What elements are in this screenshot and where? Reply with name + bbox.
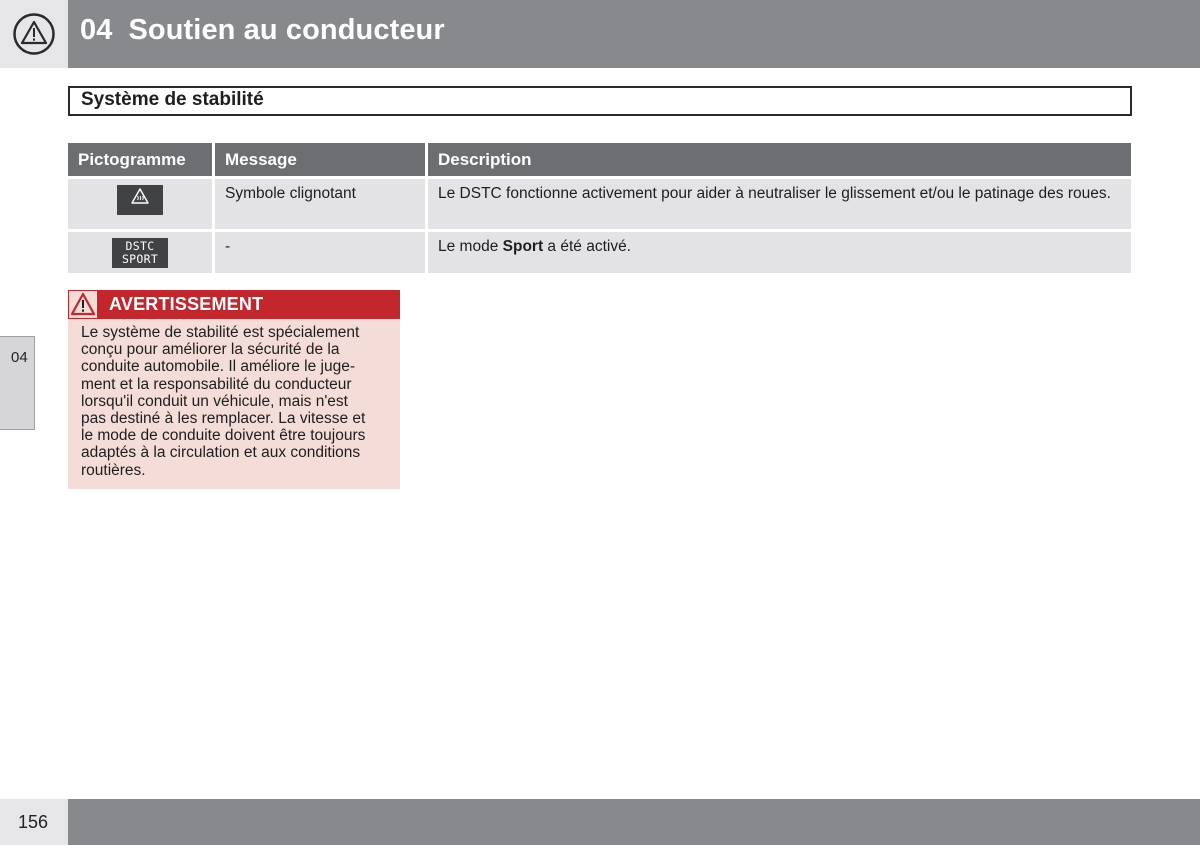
sport-mode-name: Sport [502, 238, 544, 255]
warning-triangle-icon [69, 291, 97, 318]
warning-line: ment et la responsabilité du conducteur [81, 375, 352, 393]
warning-body [68, 319, 400, 489]
message-cell: - [214, 231, 427, 274]
warning-line: pas destiné à les remplacer. La vitesse et [81, 410, 366, 428]
footer-bar [68, 799, 1200, 845]
section-title-box [68, 86, 1132, 116]
warning-title: AVERTISSEMENT [109, 294, 264, 314]
side-chapter-tab-label: 04 [11, 349, 28, 366]
message-cell: Symbole clignotant [214, 178, 427, 231]
warning-line: Le système de stabilité est spécialement [81, 324, 360, 341]
page-number: 156 [18, 812, 49, 832]
table-row [68, 178, 1131, 231]
pictogram-cell [68, 231, 214, 274]
description-text: a été activé. [543, 238, 631, 255]
section-title: Système de stabilité [81, 89, 264, 110]
warning-triangle-icon [13, 13, 55, 55]
column-header-message: Message [214, 143, 427, 178]
warning-line: routières. [81, 461, 146, 479]
description-cell: Le DSTC fonctionne activement pour aider à neutraliser le glissement et/ou le patinage des roues. [427, 178, 1132, 231]
table-row [68, 231, 1131, 274]
dstc-sport-icon [112, 238, 168, 268]
warning-text [81, 324, 391, 479]
warning-line: le mode de conduite doivent être toujours [81, 427, 366, 445]
page-number-cell [0, 799, 68, 845]
column-header-description: Description [427, 143, 1132, 178]
warning-header [68, 290, 400, 319]
dstc-skid-icon [117, 185, 163, 215]
warning-line: lorsqu'il conduit un véhicule, mais n'est [81, 392, 348, 410]
chapter-title-text: Soutien au conducteur [128, 14, 445, 46]
chapter-title [80, 14, 445, 47]
header-icon-cell [0, 0, 68, 68]
dstc-sport-icon-line-2: SPORT [121, 252, 159, 266]
description-cell [427, 231, 1132, 274]
warning-line: adaptés à la circulation et aux conditions [81, 444, 361, 462]
warning-line: conduite automobile. Il améliore le juge- [81, 358, 355, 376]
table-header-row [68, 143, 1131, 178]
description-text: Le mode [438, 238, 503, 255]
chapter-number: 04 [80, 14, 113, 46]
side-chapter-tab [0, 336, 35, 430]
dstc-sport-icon-line-1: DSTC [125, 239, 155, 253]
pictogram-table [68, 143, 1131, 273]
column-header-pictogram: Pictogramme [68, 143, 214, 178]
pictogram-cell [68, 178, 214, 231]
warning-line: conçu pour améliorer la sécurité de la [81, 341, 340, 359]
